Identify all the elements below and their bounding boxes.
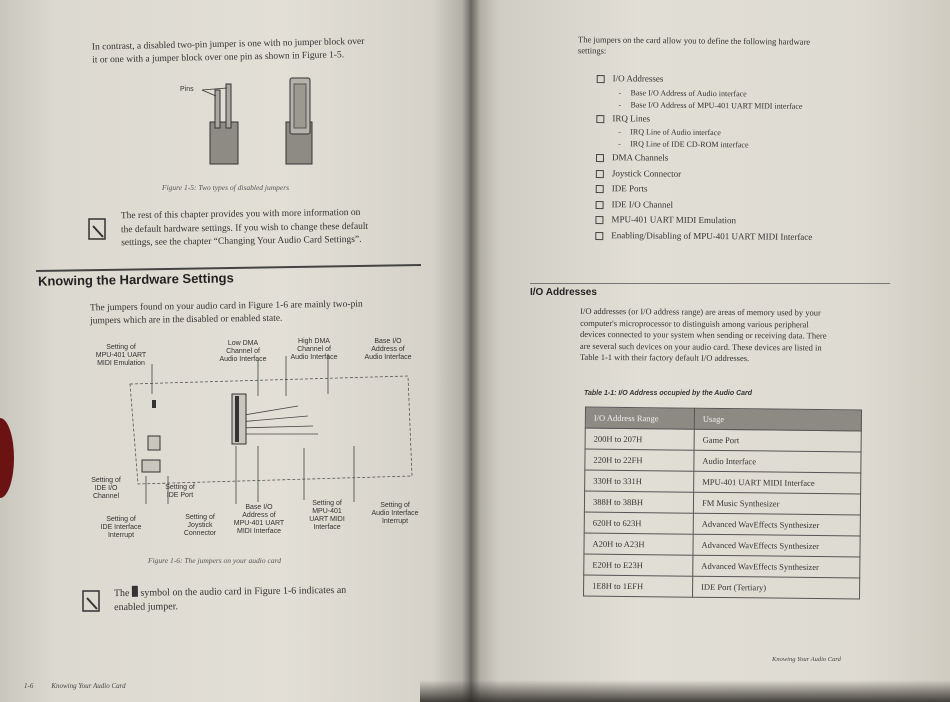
note-pencil-icon-2 <box>82 590 102 612</box>
io-section-rule <box>530 283 890 284</box>
table-caption: Table 1-1: I/O Address occupied by the Audio Card <box>584 390 753 397</box>
figure-1-6-caption: Figure 1-6: The jumpers on your audio card <box>148 556 281 565</box>
col-header-range: I/O Address Range <box>585 407 694 429</box>
pins-label: Pins <box>180 86 194 93</box>
setting-ide-ports: IDE Ports <box>596 181 813 198</box>
book-gutter <box>462 0 480 702</box>
figure-1-5-caption: Figure 1-5: Two types of disabled jumpers <box>162 183 290 192</box>
table-header-row <box>585 407 861 431</box>
label-mpu-midi-interface: Setting of MPU-401 UART MIDI Interface <box>309 500 345 531</box>
setting-mpu-enable-disable: Enabling/Disabling of MPU-401 UART MIDI Interface <box>595 228 812 245</box>
setting-ide-io-channel: IDE I/O Channel <box>596 197 813 214</box>
right-page <box>470 0 950 702</box>
ide-jumper-block <box>148 436 160 450</box>
left-footer: 1-6 Knowing Your Audio Card <box>24 682 126 690</box>
right-intro: The jumpers on the card allow you to define the following hardware settings: <box>577 34 811 56</box>
jumper-no-block <box>210 84 238 164</box>
setting-mpu-emulation: MPU-401 UART MIDI Emulation <box>595 212 812 229</box>
table-row: E20H to E23H Advanced WavEffects Synthesizer <box>584 554 860 578</box>
label-high-dma: High DMA Channel of Audio Interface <box>290 338 338 361</box>
hardware-settings-list <box>595 71 814 245</box>
io-paragraph: I/O addresses (or I/O address range) are areas of memory used by your computer's microprocessor to distinguish among various peripheral devices connected to your system when sending or receiving data. There are several such devices on your audio card. These devices are listed in Table 1-1 with their factory default I/O addresses. <box>579 305 827 364</box>
enabled-jumper-symbol <box>132 586 138 597</box>
table-row: A20H to A23H Advanced WavEffects Synthesizer <box>584 533 860 557</box>
col-header-usage: Usage <box>694 408 861 431</box>
label-mpu-emulation: Setting of MPU-401 UART MIDI Emulation <box>95 344 147 367</box>
right-footer: Knowing Your Audio Card <box>772 656 841 663</box>
setting-dma-channels: DMA Channels <box>596 150 813 167</box>
jumper-block-one-pin <box>286 78 312 164</box>
joystick-jumper-block <box>142 460 160 472</box>
setting-irq-lines: IRQ Lines - IRQ Line of Audio interface - IRQ Line of IDE CD-ROM interface <box>596 111 813 152</box>
note-text-2: The symbol on the audio card in Figure 1-6 indicates an enabled jumper. <box>113 584 347 614</box>
label-ide-interrupt: Setting of IDE Interface Interrupt <box>100 516 142 539</box>
label-audio-interrupt: Setting of Audio Interface Interrupt <box>371 502 419 525</box>
note-text-1: The rest of this chapter provides you with more information on the default hardware settings. If you wish to change these default settings, see the chapter “Changing Your Audio Card Settings”. <box>120 207 369 249</box>
section-paragraph: The jumpers found on your audio card in Figure 1-6 are mainly two-pin jumpers which are in the disabled or enabled state. <box>89 299 363 327</box>
setting-joystick-connector: Joystick Connector <box>596 166 813 183</box>
section-title-hardware: Knowing the Hardware Settings <box>37 270 234 289</box>
section-title-io: I/O Addresses <box>530 287 597 298</box>
intro-paragraph: In contrast, a disabled two-pin jumper is one with no jumper block over it or one with a jumper block over one pin as shown in Figure 1-5. <box>91 36 365 66</box>
note-pencil-icon <box>88 218 108 240</box>
mpu-jumper <box>152 400 156 408</box>
bottom-shadow <box>420 680 950 702</box>
label-ide-port: Setting of IDE Port <box>165 484 195 499</box>
label-ide-io-channel: Setting of IDE I/O Channel <box>91 477 121 500</box>
disabled-jumpers-figure <box>178 74 328 174</box>
table-row: 620H to 623H Advanced WavEffects Synthesizer <box>584 512 860 536</box>
table-row: 330H to 331H MPU-401 UART MIDI Interface <box>585 470 861 494</box>
table-row: 1E8H to 1EFH IDE Port (Tertiary) <box>584 575 860 599</box>
label-base-io-mpu: Base I/O Address of MPU-401 UART MIDI Interface <box>233 504 285 535</box>
table-row: 388H to 38BH FM Music Synthesizer <box>584 491 860 515</box>
table-row: 220H to 22FH Audio Interface <box>585 449 861 473</box>
label-base-io-audio: Base I/O Address of Audio Interface <box>364 338 412 361</box>
label-joystick: Setting of Joystick Connector <box>183 514 217 537</box>
page-edge-tab <box>0 418 14 498</box>
io-address-table <box>583 407 862 600</box>
left-page <box>0 0 470 702</box>
card-outline <box>130 376 412 484</box>
table-row: 200H to 207H Game Port <box>585 428 861 452</box>
setting-io-addresses: I/O Addresses - Base I/O Address of Audio interface - Base I/O Address of MPU-401 UART MIDI interface <box>596 71 813 112</box>
label-low-dma: Low DMA Channel of Audio Interface <box>219 340 267 363</box>
